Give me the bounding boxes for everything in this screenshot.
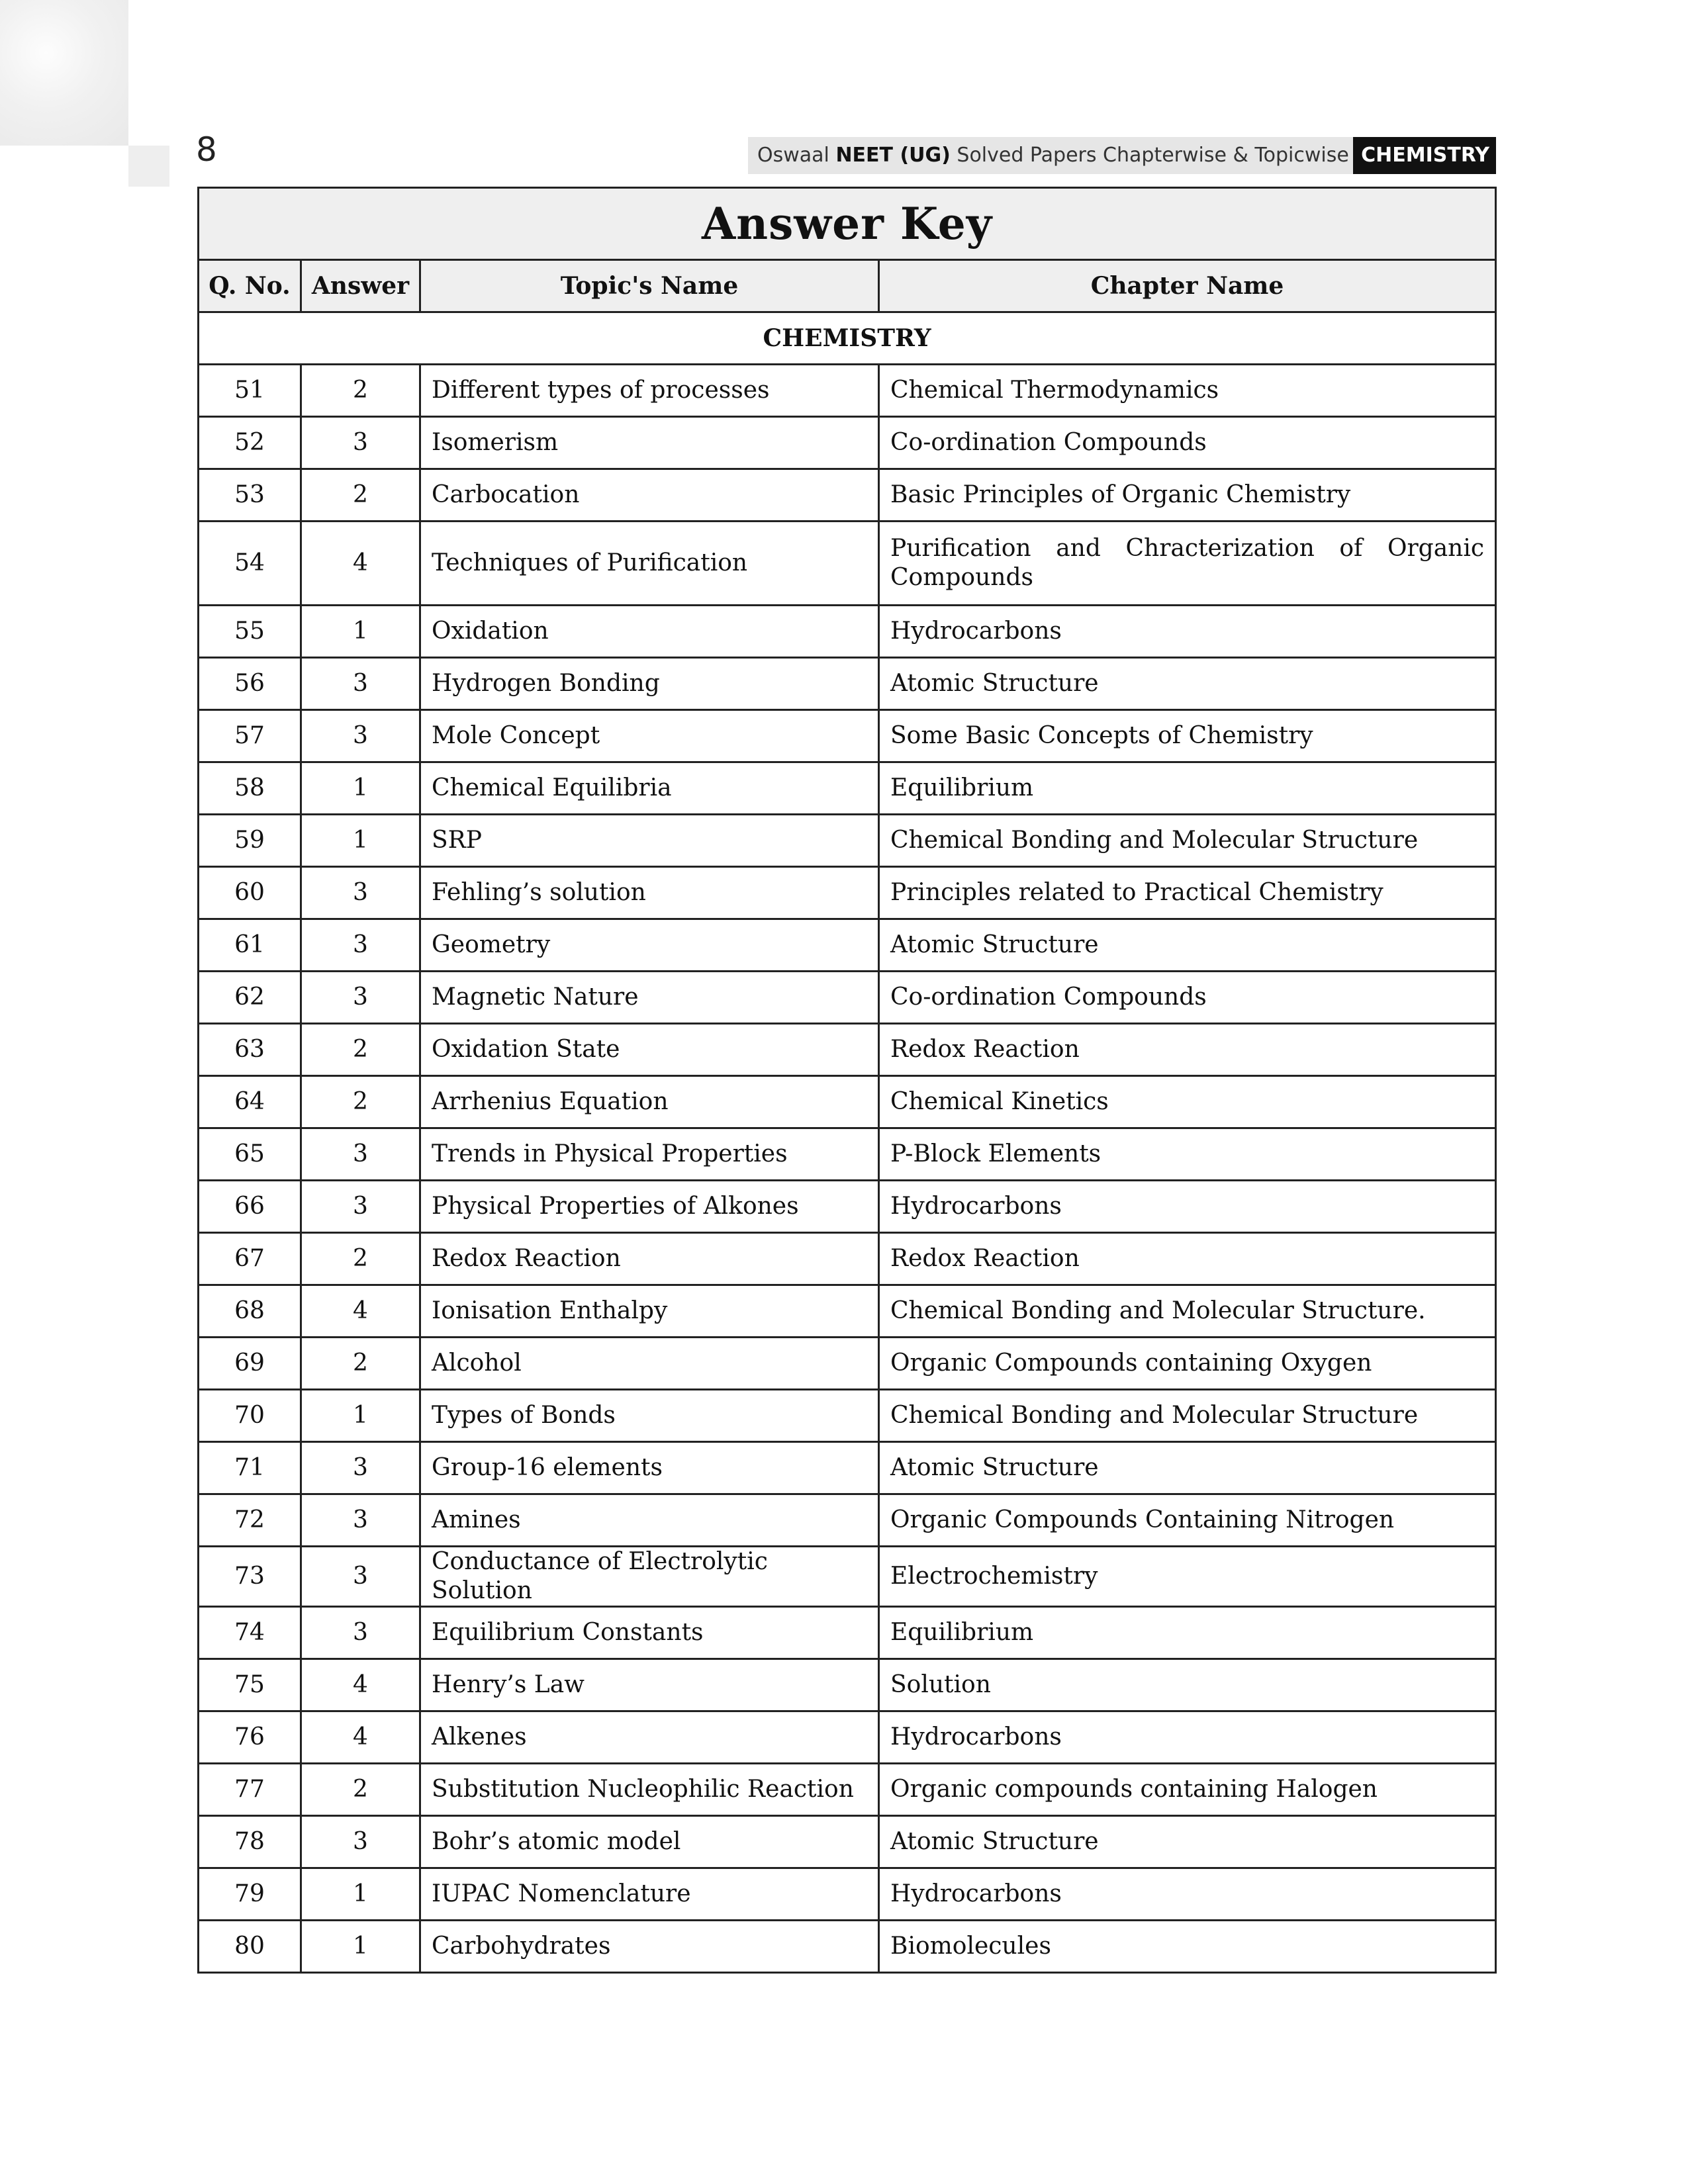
table-row [199, 1494, 1496, 1547]
answer-cell: 3 [301, 417, 420, 469]
section-row [199, 312, 1496, 365]
question-number-cell: 79 [199, 1868, 301, 1921]
topic-name-cell: Hydrogen Bonding [420, 658, 879, 710]
chapter-name-cell: Co-ordination Compounds [879, 972, 1496, 1024]
question-number-cell: 64 [199, 1076, 301, 1128]
topic-name-cell: Ionisation Enthalpy [420, 1285, 879, 1338]
column-header-chapter: Chapter Name [879, 260, 1496, 312]
topic-name-cell: Substitution Nucleophilic Reaction [420, 1764, 879, 1816]
table-row [199, 658, 1496, 710]
question-number-cell: 74 [199, 1607, 301, 1659]
question-number-cell: 59 [199, 815, 301, 867]
question-number-cell: 55 [199, 606, 301, 658]
table-row [199, 1181, 1496, 1233]
header-exam: NEET (UG) [835, 144, 951, 167]
chapter-name-cell: Chemical Thermodynamics [879, 365, 1496, 417]
page-corner-shade [0, 0, 128, 146]
answer-cell: 4 [301, 522, 420, 606]
topic-name-cell: Alkenes [420, 1711, 879, 1764]
column-header-topic: Topic's Name [420, 260, 879, 312]
answer-cell: 1 [301, 1868, 420, 1921]
question-number-cell: 56 [199, 658, 301, 710]
topic-name-cell: Carbohydrates [420, 1921, 879, 1973]
question-number-cell: 54 [199, 522, 301, 606]
chapter-name-cell: Chemical Kinetics [879, 1076, 1496, 1128]
question-number-cell: 57 [199, 710, 301, 762]
answer-cell: 3 [301, 658, 420, 710]
topic-name-cell: Group-16 elements [420, 1442, 879, 1494]
column-header-answer: Answer [301, 260, 420, 312]
chapter-name-cell: Co-ordination Compounds [879, 417, 1496, 469]
topic-name-cell: SRP [420, 815, 879, 867]
chapter-name-cell: Atomic Structure [879, 658, 1496, 710]
answer-cell: 3 [301, 1547, 420, 1607]
question-number-cell: 77 [199, 1764, 301, 1816]
chapter-name-cell: Redox Reaction [879, 1024, 1496, 1076]
answer-cell: 2 [301, 1338, 420, 1390]
question-number-cell: 76 [199, 1711, 301, 1764]
chapter-name-cell: Basic Principles of Organic Chemistry [879, 469, 1496, 522]
topic-name-cell: Conductance of Electrolytic Solution [420, 1547, 879, 1607]
question-number-cell: 66 [199, 1181, 301, 1233]
topic-name-cell: Oxidation State [420, 1024, 879, 1076]
chapter-name-cell: Hydrocarbons [879, 1711, 1496, 1764]
question-number-cell: 61 [199, 919, 301, 972]
chapter-name-cell: Hydrocarbons [879, 606, 1496, 658]
answer-cell: 1 [301, 1390, 420, 1442]
topic-name-cell: Equilibrium Constants [420, 1607, 879, 1659]
answer-cell: 4 [301, 1711, 420, 1764]
question-number-cell: 51 [199, 365, 301, 417]
chapter-name-cell: Atomic Structure [879, 1442, 1496, 1494]
topic-name-cell: Geometry [420, 919, 879, 972]
topic-name-cell: Bohr’s atomic model [420, 1816, 879, 1868]
chapter-name-cell: Equilibrium [879, 762, 1496, 815]
topic-name-cell: Carbocation [420, 469, 879, 522]
question-number-cell: 65 [199, 1128, 301, 1181]
question-number-cell: 63 [199, 1024, 301, 1076]
topic-name-cell: Alcohol [420, 1338, 879, 1390]
question-number-cell: 78 [199, 1816, 301, 1868]
topic-name-cell: Physical Properties of Alkones [420, 1181, 879, 1233]
table-row [199, 867, 1496, 919]
column-header-qno: Q. No. [199, 260, 301, 312]
answer-cell: 2 [301, 365, 420, 417]
topic-name-cell: Redox Reaction [420, 1233, 879, 1285]
answer-cell: 3 [301, 1128, 420, 1181]
topic-name-cell: Types of Bonds [420, 1390, 879, 1442]
table-row [199, 1024, 1496, 1076]
answer-cell: 1 [301, 762, 420, 815]
question-number-cell: 52 [199, 417, 301, 469]
chapter-name-cell: Organic Compounds containing Oxygen [879, 1338, 1496, 1390]
question-number-cell: 58 [199, 762, 301, 815]
table-row [199, 1607, 1496, 1659]
topic-name-cell: Chemical Equilibria [420, 762, 879, 815]
answer-cell: 3 [301, 1607, 420, 1659]
table-row [199, 522, 1496, 606]
question-number-cell: 62 [199, 972, 301, 1024]
subject-badge: CHEMISTRY [1353, 137, 1496, 174]
table-row [199, 919, 1496, 972]
chapter-name-cell: Chemical Bonding and Molecular Structure [879, 1390, 1496, 1442]
answer-cell: 1 [301, 1921, 420, 1973]
answer-cell: 1 [301, 815, 420, 867]
page-corner-shade-square [128, 146, 169, 187]
table-row [199, 1285, 1496, 1338]
chapter-name-cell: Organic Compounds Containing Nitrogen [879, 1494, 1496, 1547]
chapter-name-cell: Electrochemistry [879, 1547, 1496, 1607]
chapter-name-cell: Redox Reaction [879, 1233, 1496, 1285]
topic-name-cell: Henry’s Law [420, 1659, 879, 1711]
table-body [199, 312, 1496, 1973]
table-row [199, 1442, 1496, 1494]
table-row [199, 1764, 1496, 1816]
table-row [199, 710, 1496, 762]
answer-cell: 2 [301, 1764, 420, 1816]
table-row [199, 1076, 1496, 1128]
table-row [199, 1390, 1496, 1442]
chapter-name-cell: Equilibrium [879, 1607, 1496, 1659]
answer-cell: 2 [301, 1076, 420, 1128]
answer-cell: 4 [301, 1285, 420, 1338]
chapter-name-cell: Hydrocarbons [879, 1868, 1496, 1921]
table-row [199, 1233, 1496, 1285]
table-row [199, 606, 1496, 658]
answer-cell: 4 [301, 1659, 420, 1711]
table-row [199, 1816, 1496, 1868]
chapter-name-cell: P-Block Elements [879, 1128, 1496, 1181]
question-number-cell: 73 [199, 1547, 301, 1607]
chapter-name-cell: Biomolecules [879, 1921, 1496, 1973]
question-number-cell: 80 [199, 1921, 301, 1973]
table-row [199, 1659, 1496, 1711]
header-series: Solved Papers Chapterwise & Topicwise [957, 144, 1349, 167]
chapter-name-cell: Hydrocarbons [879, 1181, 1496, 1233]
chapter-name-cell: Chemical Bonding and Molecular Structure. [879, 1285, 1496, 1338]
table-row [199, 1711, 1496, 1764]
table-row [199, 762, 1496, 815]
header-publisher: Oswaal [757, 144, 829, 167]
table-title: Answer Key [199, 188, 1496, 260]
table-row [199, 469, 1496, 522]
chapter-name-cell: Atomic Structure [879, 919, 1496, 972]
question-number-cell: 71 [199, 1442, 301, 1494]
topic-name-cell: Techniques of Purification [420, 522, 879, 606]
page-number: 8 [196, 130, 217, 169]
table-row [199, 1868, 1496, 1921]
question-number-cell: 60 [199, 867, 301, 919]
topic-name-cell: Fehling’s solution [420, 867, 879, 919]
question-number-cell: 75 [199, 1659, 301, 1711]
answer-cell: 3 [301, 919, 420, 972]
answer-cell: 3 [301, 972, 420, 1024]
chapter-name-cell: Chemical Bonding and Molecular Structure [879, 815, 1496, 867]
answer-cell: 2 [301, 1024, 420, 1076]
table-row [199, 1547, 1496, 1607]
running-header [748, 137, 1496, 174]
topic-name-cell: IUPAC Nomenclature [420, 1868, 879, 1921]
topic-name-cell: Different types of processes [420, 365, 879, 417]
answer-cell: 3 [301, 1816, 420, 1868]
table-row [199, 1338, 1496, 1390]
topic-name-cell: Arrhenius Equation [420, 1076, 879, 1128]
answer-cell: 3 [301, 1181, 420, 1233]
chapter-name-cell: Purification and Chracterization of Organic Compounds [879, 522, 1496, 606]
chapter-name-cell: Some Basic Concepts of Chemistry [879, 710, 1496, 762]
table-row [199, 417, 1496, 469]
chapter-name-cell: Solution [879, 1659, 1496, 1711]
question-number-cell: 72 [199, 1494, 301, 1547]
topic-name-cell: Isomerism [420, 417, 879, 469]
topic-name-cell: Amines [420, 1494, 879, 1547]
table-row [199, 815, 1496, 867]
answer-cell: 2 [301, 1233, 420, 1285]
topic-name-cell: Oxidation [420, 606, 879, 658]
answer-cell: 2 [301, 469, 420, 522]
table-row [199, 365, 1496, 417]
header-title [748, 137, 1353, 174]
question-number-cell: 70 [199, 1390, 301, 1442]
chapter-name-cell: Atomic Structure [879, 1816, 1496, 1868]
question-number-cell: 69 [199, 1338, 301, 1390]
question-number-cell: 53 [199, 469, 301, 522]
chapter-name-cell: Organic compounds containing Halogen [879, 1764, 1496, 1816]
question-number-cell: 68 [199, 1285, 301, 1338]
chapter-name-cell: Principles related to Practical Chemistry [879, 867, 1496, 919]
table-row [199, 972, 1496, 1024]
topic-name-cell: Trends in Physical Properties [420, 1128, 879, 1181]
section-label: CHEMISTRY [199, 312, 1496, 365]
answer-cell: 3 [301, 1442, 420, 1494]
question-number-cell: 67 [199, 1233, 301, 1285]
table-row [199, 1128, 1496, 1181]
table-header-row [199, 260, 1496, 312]
topic-name-cell: Magnetic Nature [420, 972, 879, 1024]
table-row [199, 1921, 1496, 1973]
answer-key-table [197, 187, 1497, 1974]
answer-cell: 1 [301, 606, 420, 658]
topic-name-cell: Mole Concept [420, 710, 879, 762]
answer-cell: 3 [301, 1494, 420, 1547]
answer-cell: 3 [301, 867, 420, 919]
table-title-row [199, 188, 1496, 260]
answer-cell: 3 [301, 710, 420, 762]
